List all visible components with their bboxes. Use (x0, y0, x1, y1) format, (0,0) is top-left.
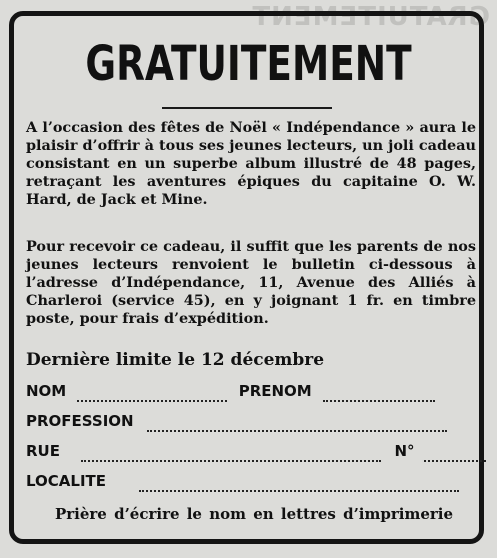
localite-row (26, 470, 476, 492)
profession-field[interactable] (147, 418, 447, 432)
numero-label: N° (394, 442, 415, 460)
bleed-through-text: GRATUITEMENT (251, 2, 490, 32)
nom-label: NOM (26, 382, 67, 400)
title-underline (162, 107, 332, 109)
localite-label: LOCALITE (26, 472, 107, 490)
prenom-field[interactable] (323, 388, 435, 402)
rue-label: RUE (26, 442, 60, 460)
nom-prenom-row (26, 380, 476, 402)
numero-field[interactable] (424, 448, 486, 462)
rue-field[interactable] (81, 448, 381, 462)
deadline-text: Dernière limite le 12 décembre (26, 350, 325, 370)
rue-row (26, 440, 476, 462)
prenom-label: PRENOM (238, 382, 312, 400)
printing-note: Prière d’écrire le nom en lettres d’imprimerie (54, 505, 454, 523)
headline: GRATUITEMENT (85, 36, 412, 92)
intro-paragraph: A l’occasion des fêtes de Noël « Indépendance » aura le plaisir d’offrir à tous ses jeunes lecteurs, un joli cadeau consistant en un superbe album illustré de 48 pages, retraçant les aventures épiques du capitaine O. W. Hard, de Jack et Mine. (26, 119, 476, 208)
profession-row (26, 410, 476, 432)
profession-label: PROFESSION (26, 412, 134, 430)
localite-field[interactable] (139, 478, 459, 492)
nom-field[interactable] (77, 388, 227, 402)
instructions-paragraph: Pour recevoir ce cadeau, il suffit que les parents de nos jeunes lecteurs renvoient le bulletin ci-dessous à l’adresse d’Indépendance, 11, Avenue des Alliés à Charleroi (service 45), en y joignant 1 fr. en timbre poste, pour frais d’expédition. (26, 238, 476, 327)
